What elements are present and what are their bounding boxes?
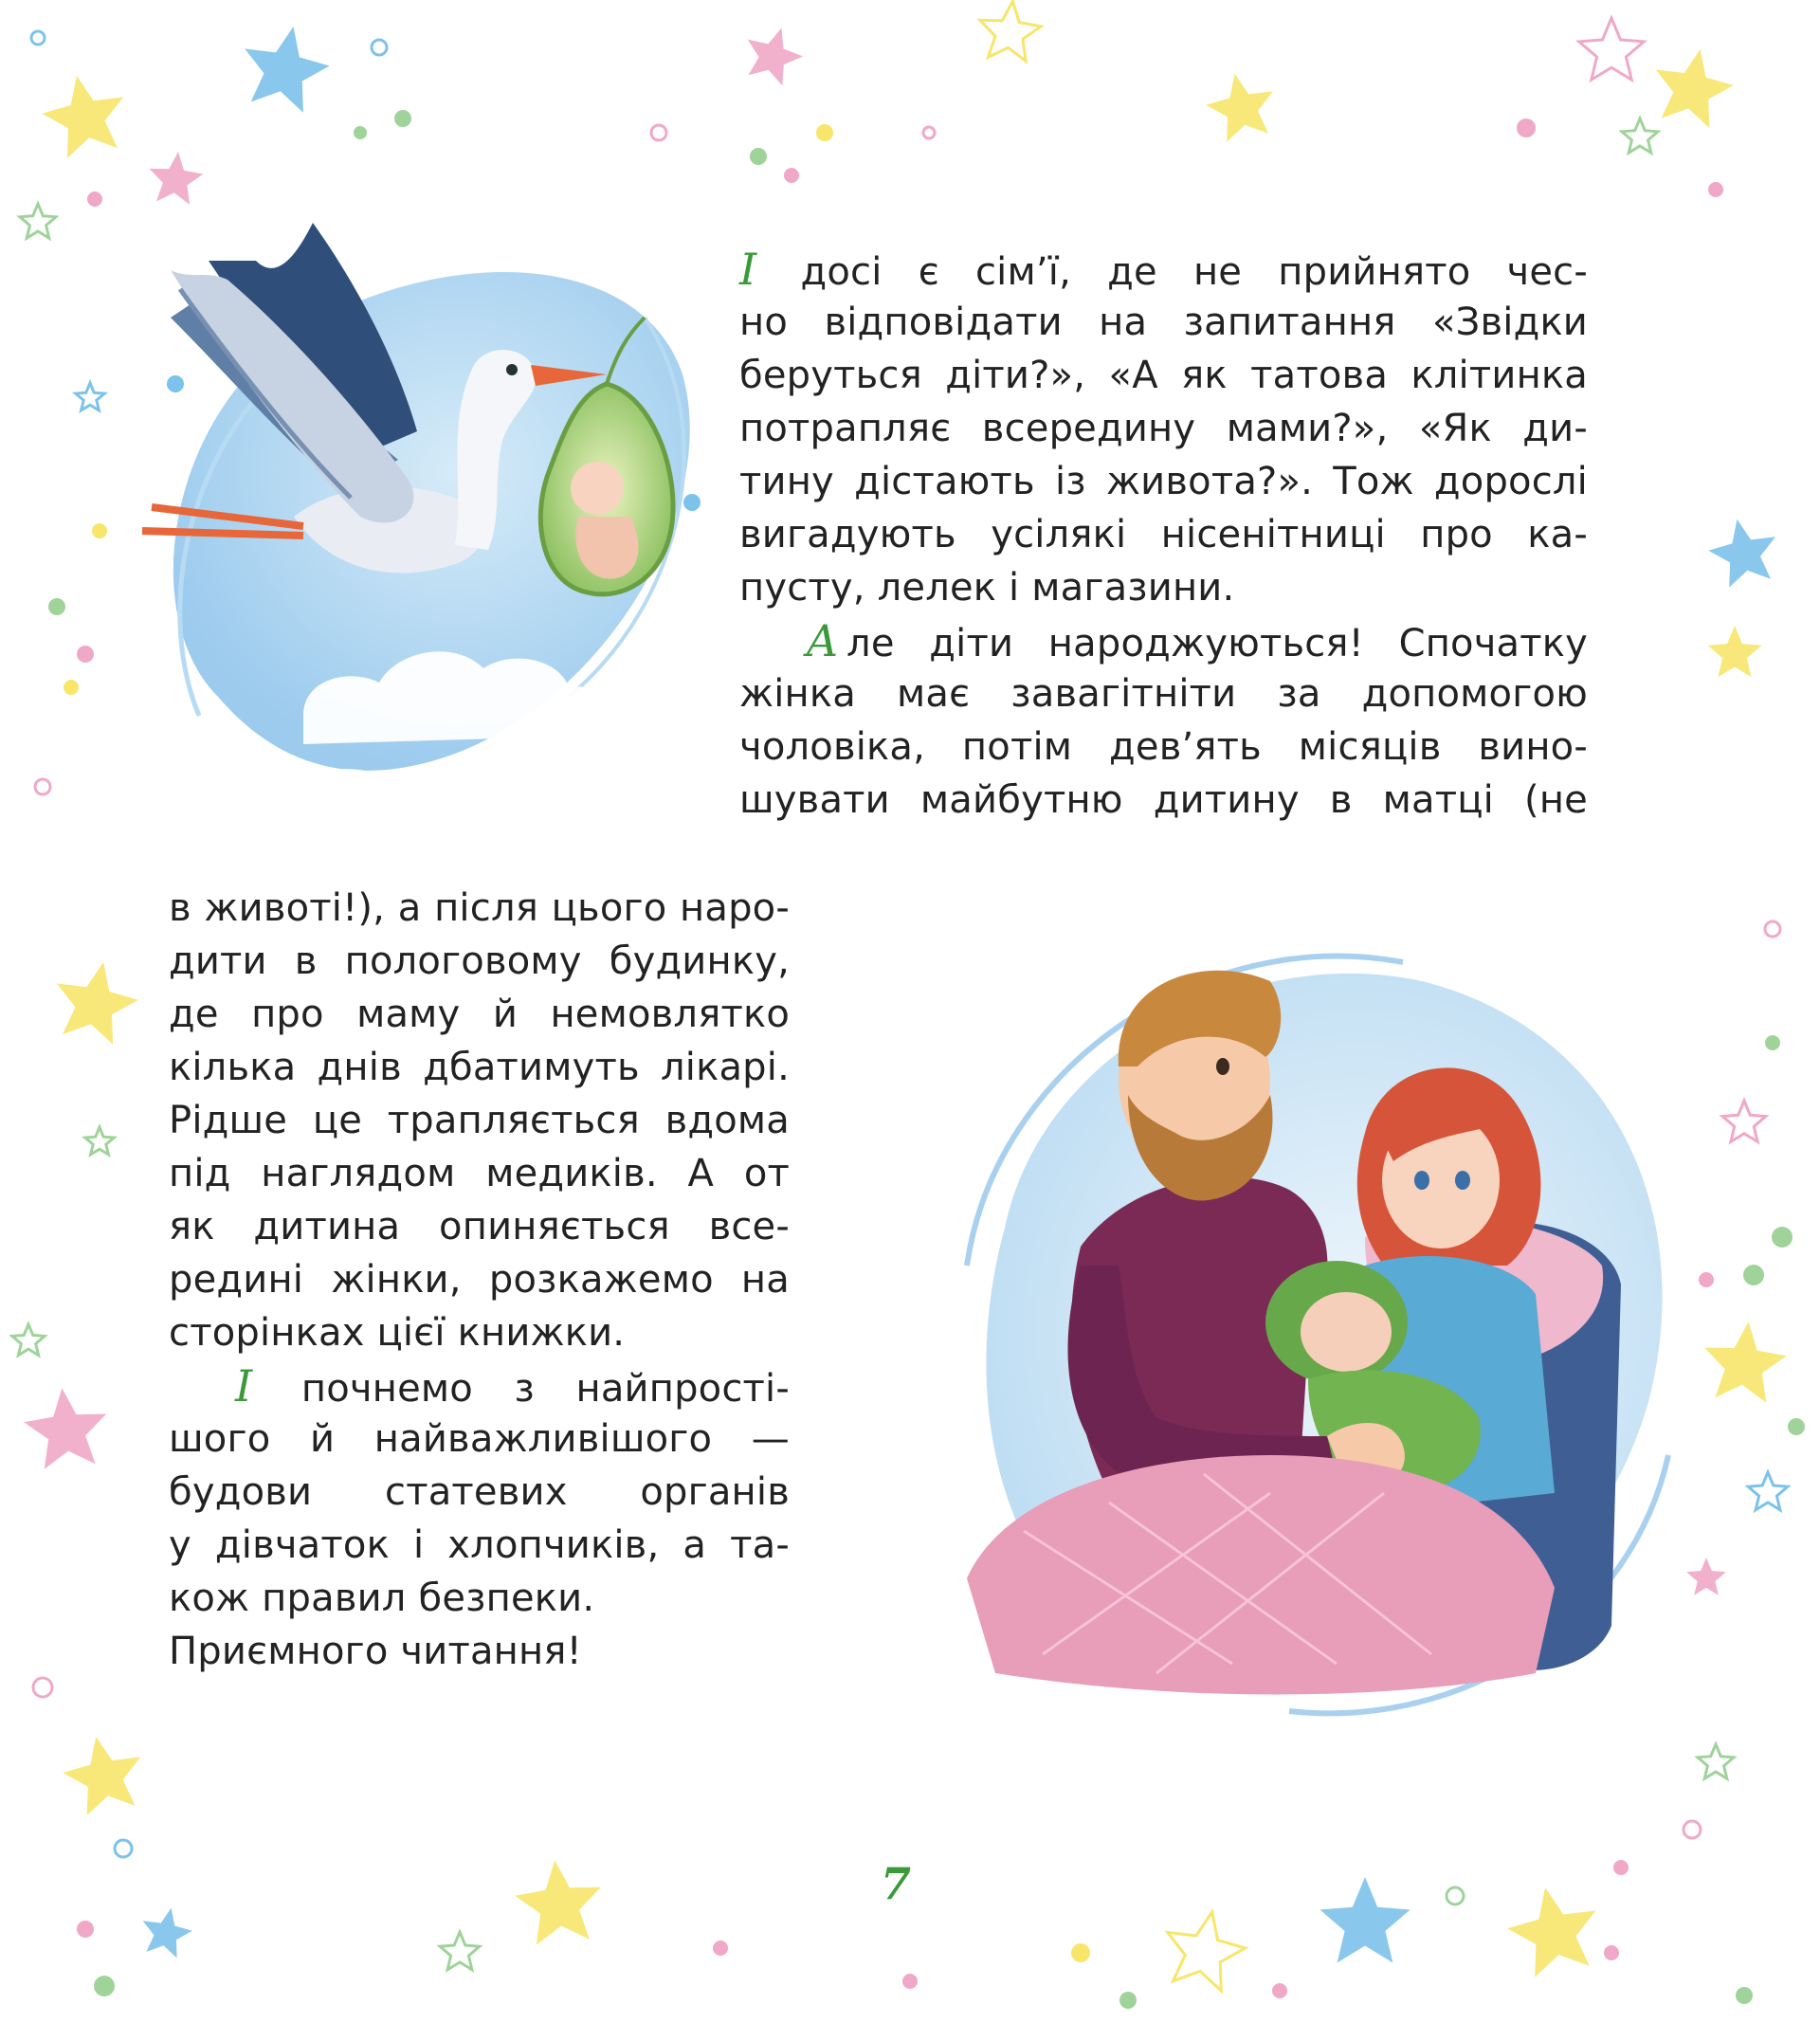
dot-icon [1119, 1992, 1137, 2009]
star-icon [1748, 1472, 1788, 1510]
dot-icon [87, 191, 102, 207]
text-line: А ле діти народжуються! Спочатку [806, 615, 1588, 666]
text-line: І почнемо з найпрості- [235, 1360, 790, 1412]
dot-icon [48, 598, 65, 615]
drop-cap: І [235, 1360, 253, 1412]
dot-icon [923, 127, 935, 138]
star-icon [1320, 1877, 1410, 1963]
page-number: 7 [880, 1858, 911, 1909]
star-icon [1708, 626, 1762, 677]
dot-icon [354, 126, 367, 139]
star-icon [1704, 1321, 1787, 1403]
dot-icon [1765, 921, 1780, 937]
star-icon [1579, 18, 1644, 80]
drop-cap: А [806, 615, 840, 666]
star-icon [440, 1932, 480, 1970]
star-icon [980, 1, 1041, 61]
dot-icon [1272, 1983, 1287, 1998]
text-line: но відповідати на запитання «Звідки [739, 301, 1588, 344]
dot-icon [816, 124, 833, 141]
star-icon [57, 962, 138, 1045]
dot-icon [1772, 1227, 1793, 1248]
text-line: жінка має завагітніти за допомогою [739, 672, 1588, 716]
text-line: дити в пологовому будинку, [169, 939, 790, 983]
star-icon [1507, 1887, 1595, 1977]
dot-icon [651, 125, 666, 140]
text-line: кілька днів дбатимуть лікарі. [169, 1046, 790, 1089]
dot-icon [1517, 118, 1536, 137]
dot-icon [902, 1974, 918, 1989]
paragraph-block-bottom [169, 882, 790, 1678]
stork-illustration [114, 204, 711, 829]
dot-icon [1743, 1265, 1764, 1285]
dot-icon [750, 148, 767, 165]
star-icon [12, 1324, 45, 1356]
family-illustration [891, 924, 1706, 1740]
star-icon [1622, 118, 1658, 153]
text-line: Рідше це трапляється вдома [169, 1099, 790, 1142]
dot-icon [1765, 1035, 1780, 1050]
text-line: редині жінки, розкажемо на [169, 1258, 790, 1302]
dot-icon [372, 40, 387, 55]
dot-icon [394, 110, 411, 127]
text-line: кож правил безпеки. [169, 1576, 595, 1620]
star-icon [1722, 1101, 1766, 1141]
dot-icon [1684, 1821, 1701, 1838]
star-icon [63, 1737, 140, 1815]
star-icon [245, 27, 330, 113]
text-line: Приємного читання! [169, 1630, 582, 1673]
star-icon [85, 1127, 114, 1155]
text-line: в животі!), а після цього наро- [169, 886, 790, 930]
star-icon [748, 27, 803, 85]
star-icon [1206, 74, 1273, 142]
drop-cap: І [739, 244, 757, 295]
star-icon [1168, 1912, 1246, 1991]
dot-icon [92, 523, 107, 538]
star-icon [1698, 1744, 1734, 1778]
dot-icon [94, 1976, 115, 1996]
text-line: де про маму й немовлятко [169, 993, 790, 1036]
text-line: пусту, лелек і магазини. [739, 566, 1235, 610]
text-line: під наглядом медиків. А от [169, 1152, 790, 1195]
dot-icon [1708, 182, 1723, 197]
star-icon [42, 76, 123, 158]
dot-icon [713, 1941, 728, 1956]
text-line: беруться діти?», «А як татова клітинка [739, 354, 1588, 397]
text-line: у дівчаток і хлопчиків, а та- [169, 1523, 790, 1567]
dot-icon [115, 1840, 132, 1857]
dot-icon [1613, 1860, 1629, 1875]
dot-icon [33, 1678, 52, 1697]
star-icon [515, 1860, 601, 1944]
text-line: будови статевих органів [169, 1470, 790, 1514]
dot-icon [31, 31, 45, 45]
star-icon [20, 204, 56, 238]
star-icon [1656, 49, 1734, 128]
text-line: тину дістають із живота?». Тож дорослі [739, 460, 1588, 503]
star-icon [150, 152, 204, 205]
dot-icon [77, 646, 94, 663]
text-line: чоловіка, потім дев’ять місяців вино- [739, 725, 1588, 769]
dot-icon [1788, 1418, 1805, 1435]
dot-icon [1736, 1987, 1753, 2004]
text-line: як дитина опиняється все- [169, 1205, 790, 1248]
dot-icon [1447, 1887, 1464, 1904]
dot-icon [35, 779, 50, 794]
star-icon [143, 1908, 192, 1959]
text-line: шого й найважливішого — [169, 1417, 790, 1461]
text-line: вигадують усілякі нісенітниці про ка- [739, 513, 1588, 556]
star-icon [24, 1388, 106, 1469]
dot-icon [64, 680, 79, 695]
dot-icon [1071, 1943, 1090, 1962]
dot-icon [1604, 1945, 1619, 1960]
text-line: І досі є сім’ї, де не прийнято чес- [739, 244, 1588, 295]
star-icon [76, 383, 104, 410]
dot-icon [77, 1921, 94, 1938]
star-icon [1708, 519, 1775, 588]
dot-icon [784, 168, 799, 183]
text-line: шувати майбутню дитину в матці (не [739, 778, 1588, 822]
text-line: потрапляє всередину мами?», «Як ди- [739, 407, 1588, 450]
text-line: сторінках цієї книжки. [169, 1311, 626, 1355]
paragraph-block-top [739, 243, 1588, 827]
